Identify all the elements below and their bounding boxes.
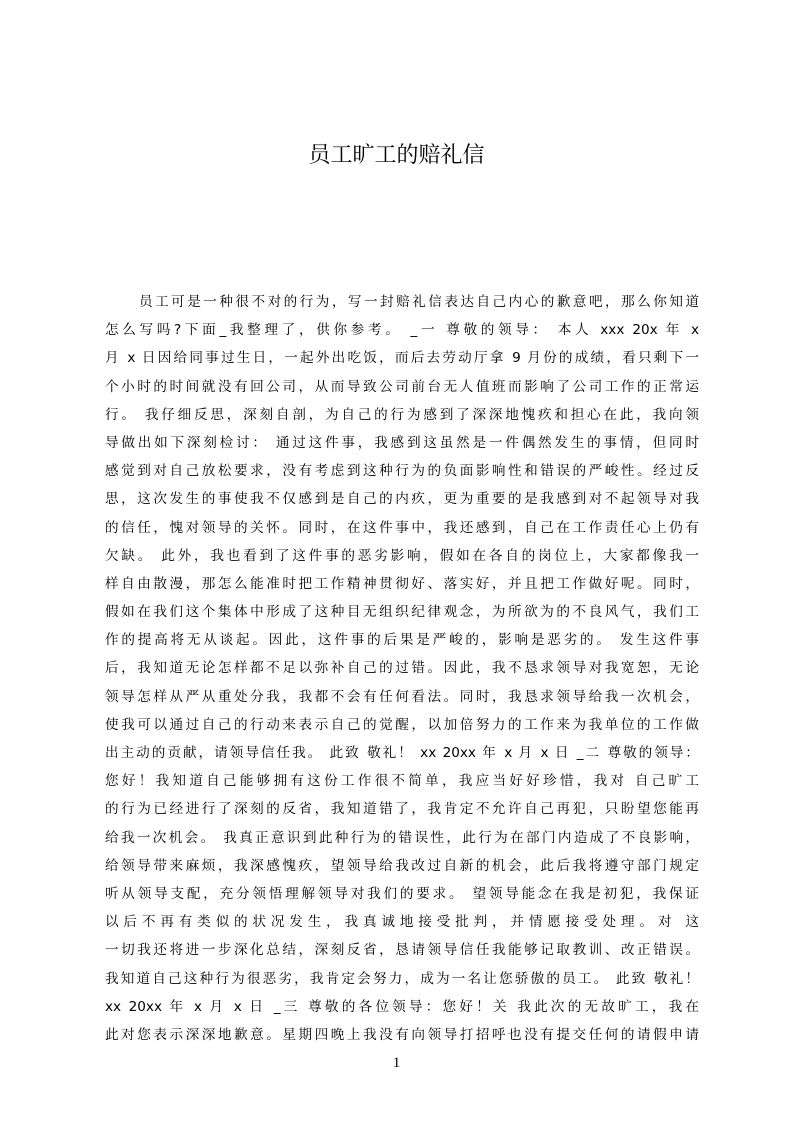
text-line: 欠缺。 此外，我也看到了这件事的恶劣影响，假如在各自的岗位上，大家都像我一 — [105, 547, 699, 564]
text-line: 感觉到对自己放松要求，没有考虑到这种行为的负面影响性和错误的严峻性。经过反 — [105, 463, 699, 480]
text-line: 怎么写吗?下面_我整理了，供你参考。 _一 尊敬的领导： 本人 xxx 20x 年 x — [105, 322, 699, 339]
text-line: 给领导带来麻烦，我深感愧疚，望领导给我改过自新的机会，此后我将遵守部门规定 — [105, 857, 699, 874]
text-line: 给我一次机会。 我真正意识到此种行为的错误性，此行为在部门内造成了不良影响， — [105, 829, 699, 846]
text-line: 个小时的时间就没有回公司，从而导致公司前台无人值班而影响了公司工作的正常运 — [105, 378, 699, 395]
text-line: 后，我知道无论怎样都不足以弥补自己的过错。因此，我不恳求领导对我宽恕，无论 — [105, 660, 699, 677]
text-line: 一切我还将进一步深化总结，深刻反省，恳请领导信任我能够记取教训、改正错误。 — [105, 942, 699, 959]
text-line: 领导怎样从严从重处分我，我都不会有任何看法。同时，我恳求领导给我一次机会， — [105, 688, 699, 705]
text-line: 作的提高将无从谈起。因此，这件事的后果是严峻的，影响是恶劣的。 发生这件事 — [105, 632, 699, 649]
text-line: 思，这次发生的事使我不仅感到是自己的内疚，更为重要的是我感到对不起领导对我 — [105, 491, 699, 508]
document-title: 员工旷工的赔礼信 — [308, 143, 485, 168]
page-number: 1 — [392, 1055, 401, 1071]
text-line: 假如在我们这个集体中形成了这种目无组织纪律观念，为所欲为的不良风气，我们工 — [105, 604, 699, 621]
text-line: 员工可是一种很不对的行为，写一封赔礼信表达自己内心的歉意吧，那么你知道 — [139, 294, 699, 310]
text-line: 出主动的贡献，请领导信任我。 此致 敬礼！ xx 20xx 年 x 月 x 日 _二 尊敬的领导： — [105, 745, 699, 761]
text-line: 以后不再有类似的状况发生，我真诚地接受批判，并情愿接受处理。对 这 — [105, 914, 699, 931]
text-line: 使我可以通过自己的行动来表示自己的觉醒，以加倍努力的工作来为我单位的工作做 — [105, 716, 699, 733]
text-line: 的行为已经进行了深刻的反省，我知道错了，我肯定不允许自己再犯，只盼望您能再 — [105, 801, 699, 818]
text-line: 行。 我仔细反思，深刻自剖，为自己的行为感到了深深地愧疚和担心在此，我向领 — [105, 406, 699, 423]
body-text — [105, 288, 699, 1049]
text-line: 我知道自己这种行为很恶劣，我肯定会努力，成为一名让您骄傲的员工。 此致 敬礼！ — [105, 970, 699, 987]
text-line: 月 x 日因给同事过生日，一起外出吃饭，而后去劳动厅拿 9 月份的成绩，看只剩下一 — [105, 350, 699, 367]
text-line: 导做出如下深刻检讨： 通过这件事，我感到这虽然是一件偶然发生的事情，但同时 — [105, 434, 699, 451]
text-line: xx 20xx 年 x 月 x 日 _三 尊敬的各位领导：您好！关 我此次的无故旷工，我在 — [105, 998, 699, 1015]
text-line: 样自由散漫，那怎么能准时把工作精神贯彻好、落实好，并且把工作做好呢。同时， — [105, 575, 699, 592]
text-line: 您好！我知道自己能够拥有这份工作很不简单，我应当好好珍惜，我对 自己旷工 — [105, 773, 699, 790]
text-line: 的信任，愧对领导的关怀。同时，在这件事中，我还感到，自己在工作责任心上仍有 — [105, 519, 699, 536]
text-line: 此对您表示深深地歉意。星期四晚上我没有向领导打招呼也没有提交任何的请假申请 — [105, 1026, 699, 1043]
text-line: 听从领导支配，充分领悟理解领导对我们的要求。 望领导能念在我是初犯，我保证 — [105, 885, 699, 902]
